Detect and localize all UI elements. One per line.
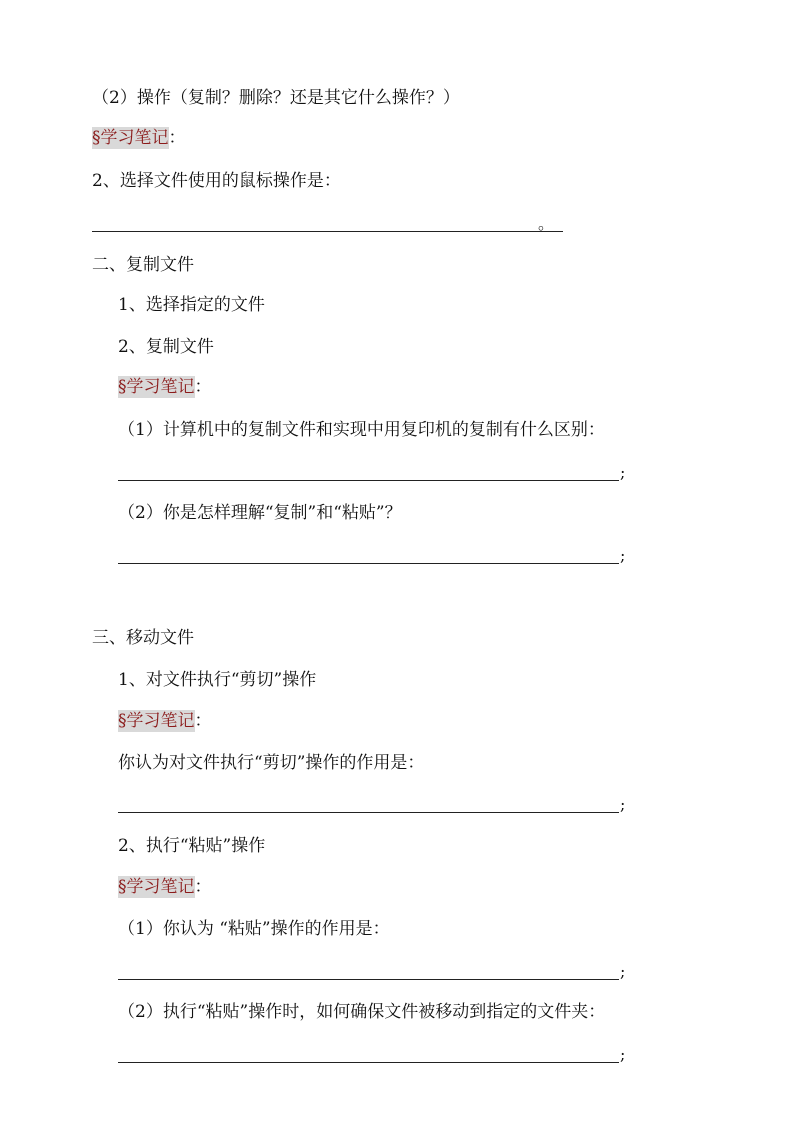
study-note-colon: ： — [168, 128, 186, 148]
study-note-colon: ： — [194, 377, 212, 397]
study-note-3 — [118, 710, 212, 732]
study-note-label: §学习笔记 — [118, 711, 195, 731]
line-q2-operation: （2）操作（复制？删除？还是其它什么操作？） — [92, 88, 460, 108]
section-2-item-2: 2、复制文件 — [118, 337, 214, 357]
study-note-label: §学习笔记 — [118, 377, 195, 397]
section-3-item-1: 1、对文件执行“剪切”操作 — [118, 670, 317, 690]
study-note-colon: ： — [194, 711, 212, 731]
study-note-label: §学习笔记 — [92, 128, 169, 148]
study-note-2 — [118, 376, 212, 398]
study-note-1 — [92, 127, 186, 149]
section-3-cut-question: 你认为对文件执行“剪切”操作的作用是： — [118, 753, 425, 773]
section-3-item-2: 2、执行“粘贴”操作 — [118, 836, 266, 856]
answer-semicolon: ; — [620, 463, 626, 482]
section-3-paste-question-1: （1）你认为 “粘贴”操作的作用是： — [118, 919, 390, 939]
answer-blank-3[interactable] — [118, 563, 619, 564]
section-3-paste-question-2: （2）执行“粘贴”操作时，如何确保文件被移动到指定的文件夹： — [118, 1002, 606, 1022]
study-note-colon: ： — [194, 877, 212, 897]
study-note-4 — [118, 876, 212, 898]
answer-semicolon: ; — [620, 962, 626, 981]
answer-blank-6[interactable] — [118, 1062, 619, 1063]
section-2-item-1: 1、选择指定的文件 — [118, 295, 265, 315]
answer-period: 。 — [538, 214, 555, 233]
study-note-label: §学习笔记 — [118, 877, 195, 897]
line-select-mouse: 2、选择文件使用的鼠标操作是： — [92, 171, 341, 191]
answer-blank-5[interactable] — [118, 979, 619, 980]
section-2-question-2: （2）你是怎样理解“复制”和“粘贴”？ — [118, 503, 402, 523]
answer-semicolon: ; — [620, 1045, 626, 1064]
answer-semicolon: ; — [620, 795, 626, 814]
answer-semicolon: ; — [620, 546, 626, 565]
section-2-title: 二、复制文件 — [92, 255, 194, 275]
answer-blank-2[interactable] — [118, 480, 619, 481]
section-3-title: 三、移动文件 — [92, 628, 194, 648]
answer-blank-1[interactable] — [92, 231, 563, 232]
section-2-question-1: （1）计算机中的复制文件和实现中用复印机的复制有什么区别： — [118, 420, 605, 440]
answer-blank-4[interactable] — [118, 812, 619, 813]
